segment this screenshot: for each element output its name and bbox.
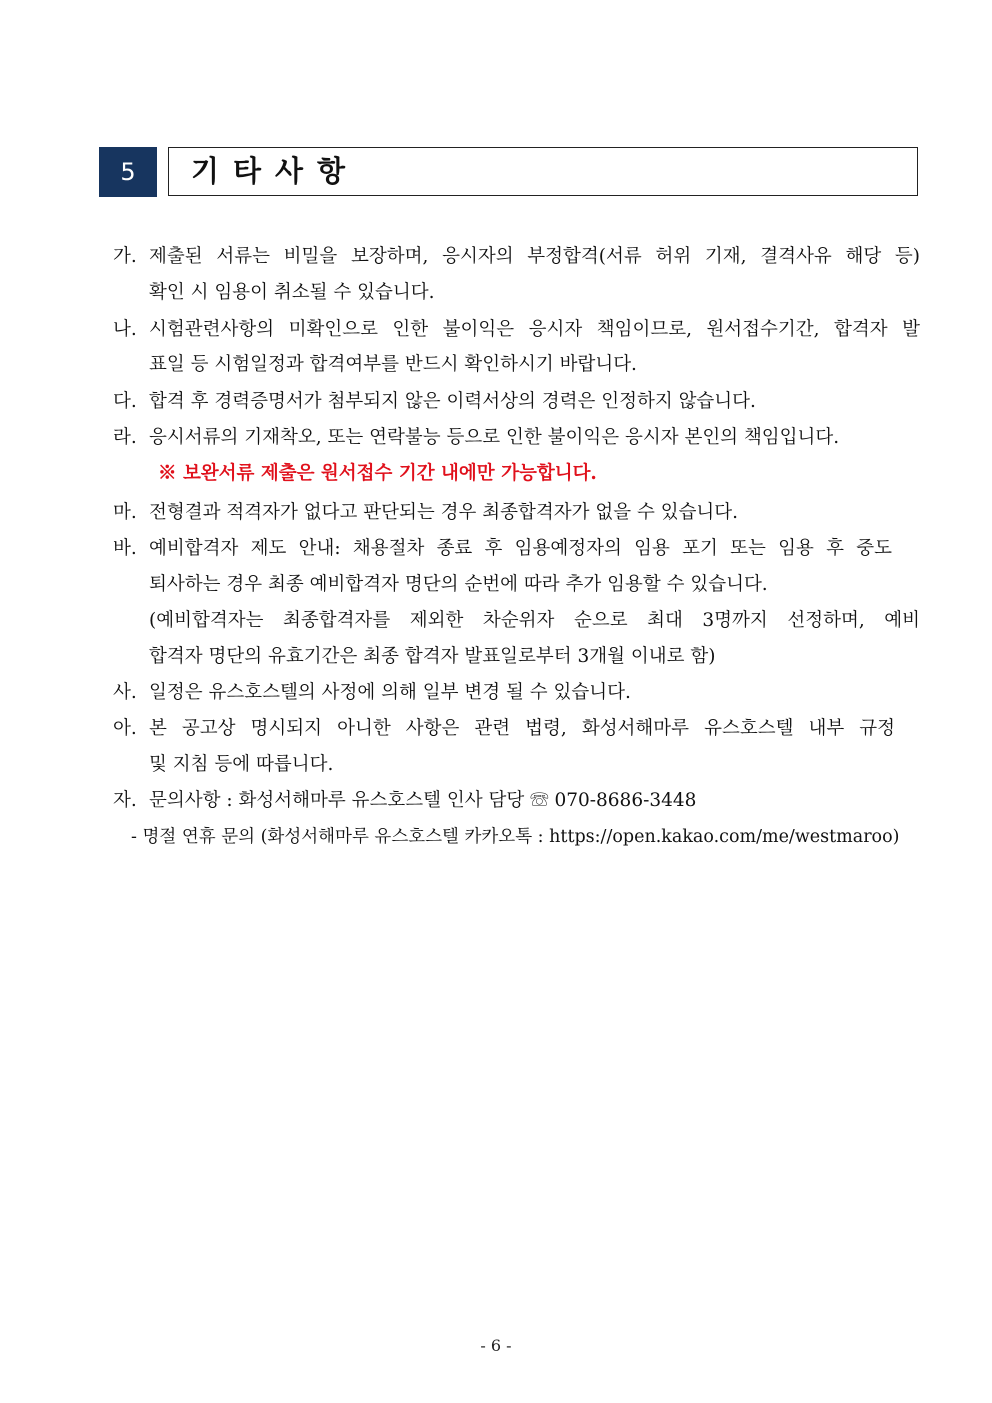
list-item <box>113 788 696 814</box>
item-marker: 자. <box>113 790 137 811</box>
list-item <box>113 536 892 562</box>
item-continuation: 퇴사하는 경우 최종 예비합격자 명단의 순번에 따라 추가 임용할 수 있습니다. <box>149 574 768 595</box>
list-item <box>113 244 920 270</box>
item-marker: 다. <box>113 391 137 412</box>
item-marker: 사. <box>113 682 137 703</box>
item-marker: 나. <box>113 319 137 340</box>
holiday-inquiry-text: - 명절 연휴 문의 (화성서해마루 유스호스텔 카카오톡 : https://open.kakao.com/me/westmaroo) <box>131 827 900 847</box>
item-continuation: 합격자 명단의 유효기간은 최종 합격자 발표일로부터 3개월 이내로 함) <box>149 646 716 667</box>
item-continuation: 및 지침 등에 따릅니다. <box>149 754 334 775</box>
list-item <box>113 500 738 526</box>
notice-text: ※ 보완서류 제출은 원서접수 기간 내에만 가능합니다. <box>158 463 597 484</box>
item-marker: 바. <box>113 538 137 559</box>
item-marker: 아. <box>113 718 137 739</box>
item-marker: 라. <box>113 427 137 448</box>
item-marker: 가. <box>113 246 137 267</box>
page-number: - 6 - <box>480 1336 512 1355</box>
item-text: 일정은 유스호스텔의 사정에 의해 일부 변경 될 수 있습니다. <box>149 682 631 703</box>
list-item <box>113 716 895 742</box>
section-number: 5 <box>99 147 157 197</box>
item-text: 예비합격자 제도 안내: 채용절차 종료 후 임용예정자의 임용 포기 또는 임용 후 중도 <box>149 538 892 559</box>
list-item <box>113 317 920 343</box>
item-text: 전형결과 적격자가 없다고 판단되는 경우 최종합격자가 없을 수 있습니다. <box>149 502 739 523</box>
item-text: 본 공고상 명시되지 아니한 사항은 관련 법령, 화성서해마루 유스호스텔 내부 규정 <box>149 718 895 739</box>
section-header <box>99 147 919 197</box>
item-text: 문의사항 : 화성서해마루 유스호스텔 인사 담당 ☏ 070-8686-3448 <box>149 790 697 811</box>
item-text: 시험관련사항의 미확인으로 인한 불이익은 응시자 책임이므로, 원서접수기간, 합격자 발 <box>149 319 920 340</box>
list-item <box>113 425 839 451</box>
item-continuation: 표일 등 시험일정과 합격여부를 반드시 확인하시기 바랍니다. <box>149 354 637 375</box>
item-text: 합격 후 경력증명서가 첨부되지 않은 이력서상의 경력은 인정하지 않습니다. <box>149 391 756 412</box>
item-text: 제출된 서류는 비밀을 보장하며, 응시자의 부정합격(서류 허위 기재, 결격사유 해당 등) <box>149 246 920 267</box>
item-continuation: 확인 시 임용이 취소될 수 있습니다. <box>149 282 435 303</box>
item-continuation: (예비합격자는 최종합격자를 제외한 차순위자 순으로 최대 3명까지 선정하며, 예비 <box>149 610 920 631</box>
list-item <box>113 680 631 706</box>
section-title-box <box>168 147 918 196</box>
list-item <box>113 389 756 415</box>
section-title: 기타사항 <box>191 154 360 188</box>
item-text: 응시서류의 기재착오, 또는 연락불능 등으로 인한 불이익은 응시자 본인의 책임입니다. <box>149 427 840 448</box>
item-marker: 마. <box>113 502 137 523</box>
